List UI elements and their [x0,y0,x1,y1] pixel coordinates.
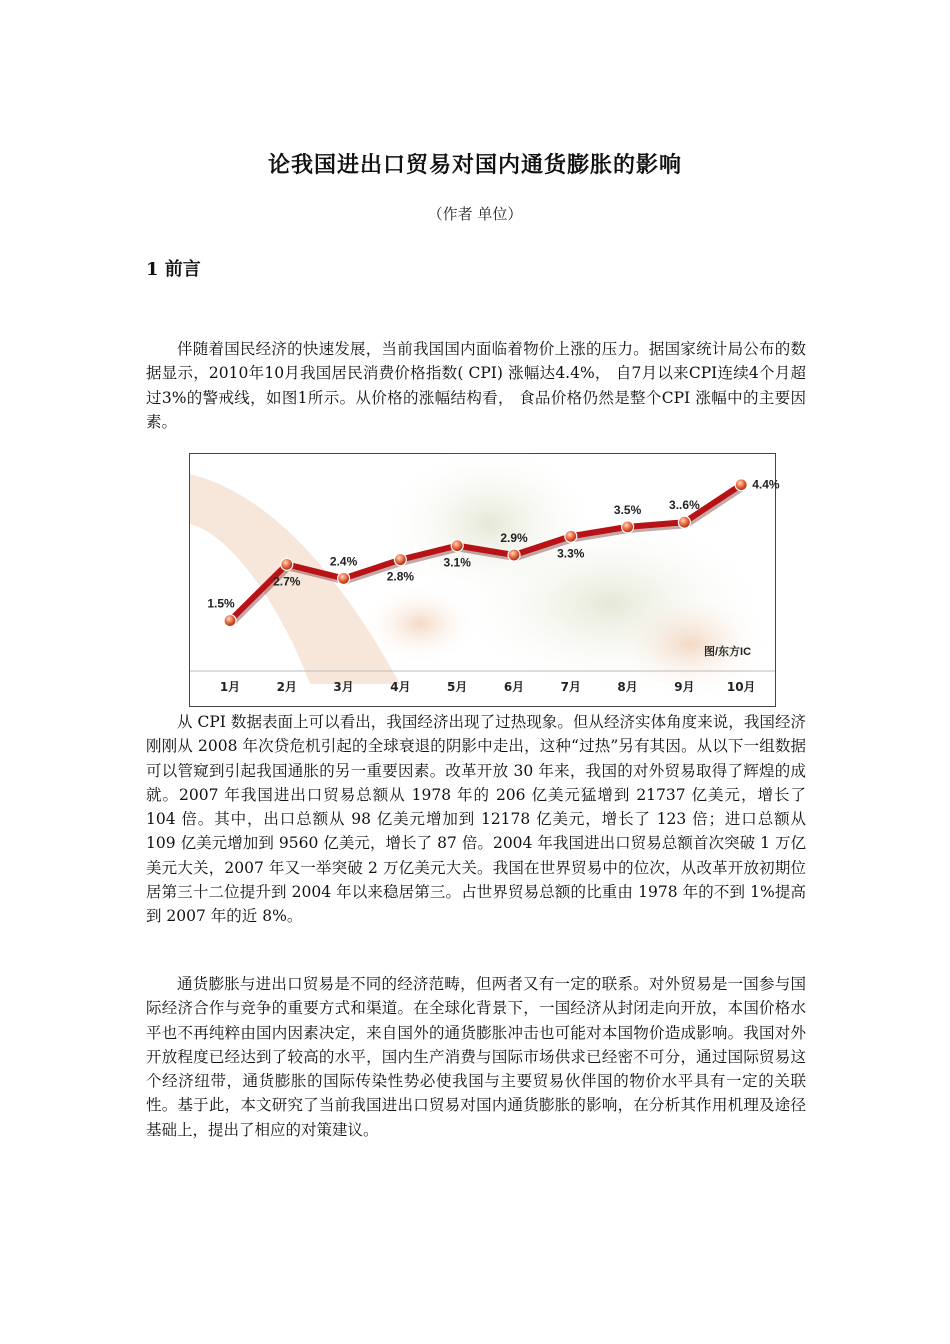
data-label: 2.7% [273,574,301,589]
data-label: 3..6% [669,498,700,513]
section-heading: 1 前言 [146,259,201,280]
data-point-marker [565,530,577,542]
image-credit: 图/东方IC [704,646,752,658]
x-tick-label: 9月 [674,680,695,694]
data-label: 1.5% [207,596,235,611]
x-tick-label: 10月 [726,680,756,694]
x-tick-label: 1月 [219,680,241,694]
data-point-marker [224,615,236,627]
data-point-marker [678,516,690,528]
data-label: 2.4% [329,554,358,569]
data-point-marker [508,549,520,561]
x-tick-label: 2月 [276,680,297,694]
x-tick-label: 4月 [390,680,411,694]
data-label: 3.5% [613,502,642,517]
x-tick-label: 8月 [617,680,638,694]
data-point-marker [622,521,634,533]
data-label: 2.9% [500,531,528,545]
data-point-marker [281,558,293,570]
data-point-marker [451,540,463,552]
author-line: （作者 单位） [427,205,523,223]
data-label: 3.1% [443,555,471,570]
data-label: 2.8% [386,569,415,584]
x-tick-label: 6月 [503,680,525,694]
data-point-marker [338,572,350,584]
paragraph-intro: 伴随着国民经济的快速发展，当前我国国内面临着物价上涨的压力。据国家统计局公布的数据显示，2010年10月我国居民消费价格指数( CPI) 涨幅达4.4%， 自7月以来CPI连续4个月超过3%的警戒线，如图1所示。从价格的涨幅结构看， 食品价格仍然是整个CPI 涨幅中的主要因素。 [146,340,806,431]
cpi-line-chart [190,454,780,706]
data-point-marker [394,554,406,566]
paragraph-inflation-trade: 通货膨胀与进出口贸易是不同的经济范畴，但两者又有一定的联系。对外贸易是一国参与国际经济合作与竞争的重要方式和渠道。在全球化背景下，一国经济从封闭走向开放，本国价格水平也不再纯粹由国内因素决定，来自国外的通货膨胀冲击也可能对本国物价造成影响。我国对外开放程度已经达到了较高的水平，国内生产消费与国际市场供求已经密不可分，通过国际贸易这个经济纽带，通货膨胀的国际传染性势必使我国与主要贸易伙伴国的物价水平具有一定的关联性。基于此，本文研究了当前我国进出口贸易对国内通货膨胀的影响，在分析其作用机理及途径基础上，提出了相应的对策建议。 [146,975,806,1139]
data-label: 3.3% [557,546,585,561]
data-point-marker [735,479,747,491]
x-tick-label: 3月 [333,680,354,694]
x-tick-label: 7月 [560,680,581,694]
cpi-chart-figure [189,453,780,707]
document-title: 论我国进出口贸易对国内通货膨胀的影响 [267,152,682,178]
x-tick-label: 5月 [447,680,468,694]
data-label: 4.4% [752,477,780,492]
paragraph-trade-data: 从 CPI 数据表面上可以看出，我国经济出现了过热现象。但从经济实体角度来说，我国经济刚刚从 2008 年次贷危机引起的全球衰退的阴影中走出，这种“过热”另有其因。从以下一组数据可以管窥到引起我国通胀的另一重要因素。改革开放 30 年来，我国的对外贸易取得了辉煌的成就。2007 年我国进出口贸易总额从 1978 年的 206 亿美元猛增到 21737 亿美元，增长了 104 倍。其中，出口总额从 98 亿美元增加到 12178 亿美元，增长了 123 倍；进口总额从 109 亿美元增加到 9560 亿美元，增长了 87 倍。2004 年我国进出口贸易总额首次突破 1 万亿美元大关，2007 年又一举突破 2 万亿美元大关。我国在世界贸易中的位次，从改革开放初期位居第三十二位提升到 2004 年以来稳居第三。占世界贸易总额的比重由 1978 年的不到 1%提高到 2007 年的近 8%。 [146,713,806,926]
